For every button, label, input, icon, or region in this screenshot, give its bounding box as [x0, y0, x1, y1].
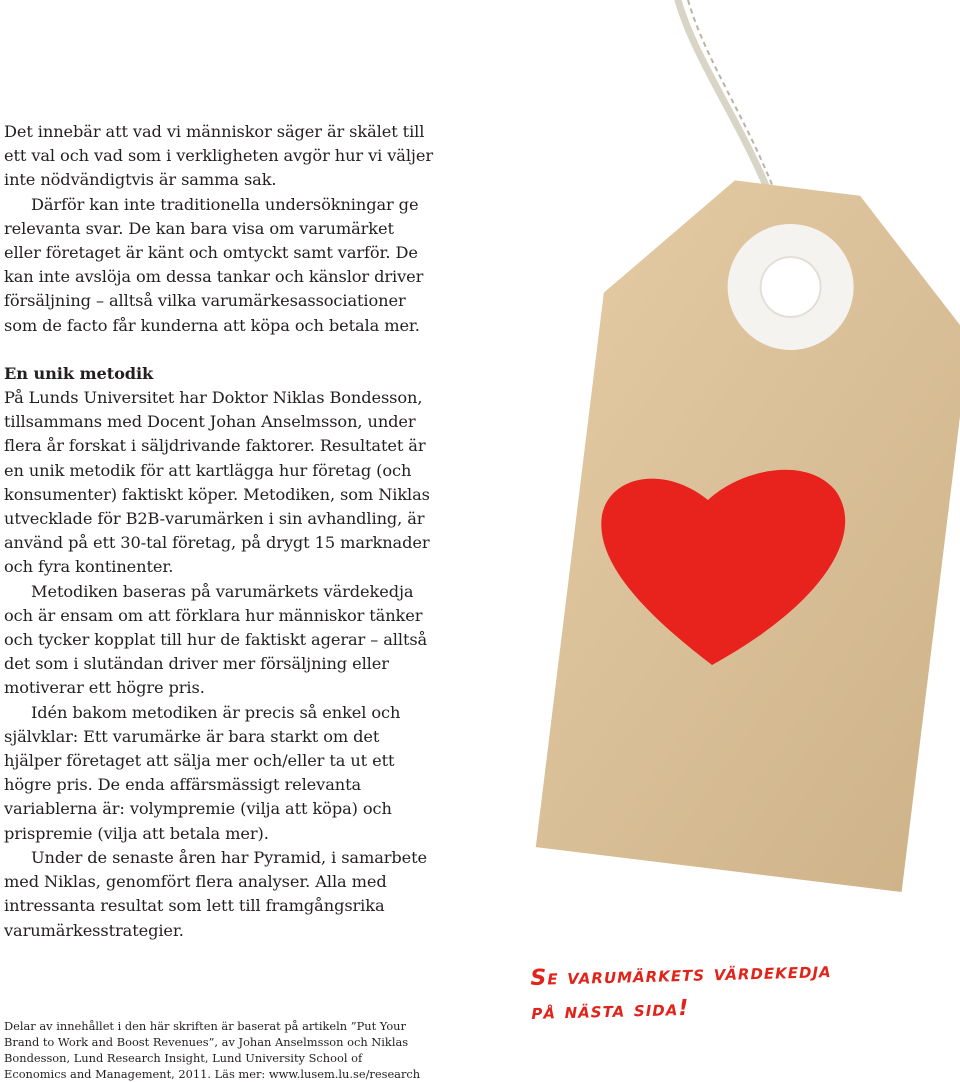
intro-paragraph: Därför kan inte traditionella undersökningar ge relevanta svar. De kan bara visa om varumärket eller företaget är känt och omtyckt samt varför. De kan inte avslöja om dessa tankar och känslor driver försäljning – alltså vilka varumärkesassociationer som de facto får kunderna att köpa och betala mer.	[4, 194, 424, 335]
footnote: Delar av innehållet i den här skriften är baserat på artikeln ”Put Your Brand to Work and Boost Revenues”, av Johan Anselmsson och Niklas Bondesson, Lund Research Insight, Lund University School of Economics and Management, 2011. Läs mer: www.lusem.lu.se/research	[4, 1019, 421, 1081]
next-page-callout	[530, 951, 952, 1030]
callout-line-2: på nästa sida!	[530, 995, 690, 1025]
section-paragraph: På Lunds Universitet har Doktor Niklas Bondesson, tillsammans med Docent Johan Anselmsson, under flera år forskat i säljdrivande faktorer. Resultatet är en unik metodik för att kartlägga hur företag (och konsumenter) faktiskt köper. Metodiken, som Niklas utvecklade för B2B-varumärken i sin avhandling, är använd på ett 30-tal företag, på drygt 15 marknader och fyra kontinenter.	[4, 388, 430, 577]
section-paragraph: Idén bakom metodiken är precis så enkel och självklar: Ett varumärke är bara starkt om det hjälper företaget att sälja mer och/eller ta ut ett högre pris. De enda affärsmässigt relevanta variablerna är: volympremie (vilja att köpa) och prispremie (vilja att betala mer).	[4, 702, 401, 843]
section-paragraph: Under de senaste åren har Pyramid, i samarbete med Niklas, genomfört flera analyser. Alla med intressanta resultat som lett till framgångsrika varumärkesstrategier.	[4, 847, 428, 940]
section-heading: En unik metodik	[4, 363, 154, 383]
section-paragraph: Metodiken baseras på varumärkets värdekedja och är ensam om att förklara hur människor tänker och tycker kopplat till hur de faktiskt agerar – alltså det som i slutändan driver mer försäljning eller motiverar ett högre pris.	[4, 581, 428, 698]
article-body	[4, 120, 434, 943]
callout-line-1: Se varumärkets värdekedja	[530, 958, 832, 991]
intro-paragraph: Det innebär att vad vi människor säger är skälet till ett val och vad som i verkligheten avgör hur vi väljer inte nödvändigtvis är samma sak.	[4, 122, 433, 190]
price-tag-image	[490, 0, 960, 900]
